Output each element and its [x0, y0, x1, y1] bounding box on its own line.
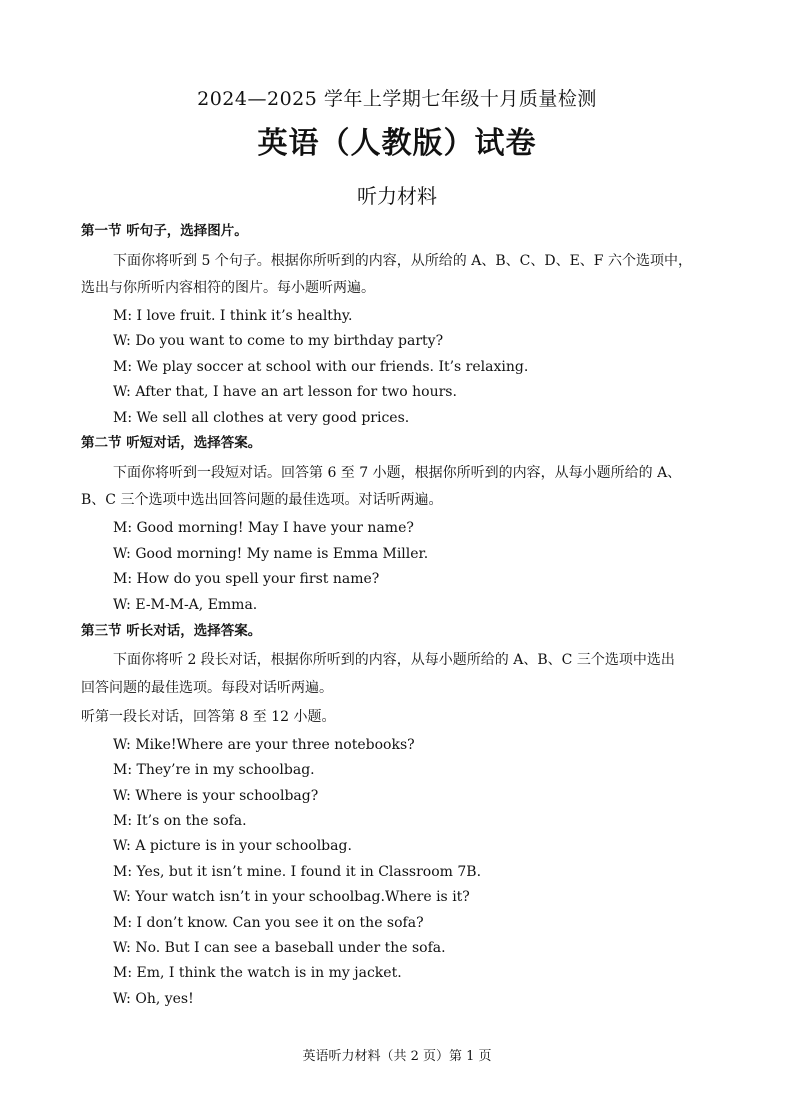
section3-heading: 第三节 听长对话，选择答案。: [81, 623, 262, 639]
dialog-line: M: They’re in my schoolbag.: [113, 762, 315, 778]
dialog-line: W: Do you want to come to my birthday party?: [113, 333, 444, 349]
section1-instruction-cont: 选出与你所听内容相符的图片。每小题听两遍。: [81, 280, 375, 296]
exam-title: 2024—2025 学年上学期七年级十月质量检测: [197, 88, 597, 110]
dialog-line: M: Yes, but it isn’t mine. I found it in Classroom 7B.: [113, 864, 482, 880]
dialog-line: W: Where is your schoolbag?: [113, 788, 319, 804]
dialog-line: W: Good morning! My name is Emma Miller.: [113, 546, 429, 562]
dialog-line: M: We play soccer at school with our friends. It’s relaxing.: [113, 359, 529, 375]
dialog-line: M: Em, I think the watch is in my jacket.: [113, 965, 402, 981]
section3-instruction-cont: 回答问题的最佳选项。每段对话听两遍。: [81, 680, 333, 696]
dialog-line: W: Mike!Where are your three notebooks?: [113, 737, 415, 753]
section3-instruction: 下面你将听 2 段长对话，根据你所听到的内容，从每小题所给的 A、B、C 三个选项中选出: [113, 652, 675, 668]
page-footer: 英语听力材料（共 2 页）第 1 页: [302, 1049, 492, 1064]
dialog-line: M: How do you spell your first name?: [113, 571, 380, 587]
dialog-line: M: We sell all clothes at very good prices.: [113, 410, 410, 426]
section2-instruction-cont: B、C 三个选项中选出回答问题的最佳选项。对话听两遍。: [81, 492, 443, 508]
dialog-line: W: Oh, yes!: [113, 991, 194, 1007]
dialog-line: M: I love fruit. I think it’s healthy.: [113, 308, 353, 324]
section3-sub-instruction: 听第一段长对话，回答第 8 至 12 小题。: [81, 709, 336, 725]
dialog-line: M: I don’t know. Can you see it on the sofa?: [113, 915, 424, 931]
section2-instruction: 下面你将听到一段短对话。回答第 6 至 7 小题，根据你所听到的内容，从每小题所给的 A、: [113, 465, 682, 481]
dialog-line: W: Your watch isn’t in your schoolbag.Where is it?: [113, 889, 470, 905]
listening-material-title: 听力材料: [357, 184, 437, 208]
dialog-line: M: It’s on the sofa.: [113, 813, 247, 829]
dialog-line: W: After that, I have an art lesson for two hours.: [113, 384, 457, 400]
dialog-line: W: E-M-M-A, Emma.: [113, 597, 258, 613]
dialog-line: M: Good morning! May I have your name?: [113, 520, 414, 536]
exam-subject-title: 英语（人教版）试卷: [257, 126, 537, 161]
dialog-line: W: A picture is in your schoolbag.: [113, 838, 352, 854]
dialog-line: W: No. But I can see a baseball under the sofa.: [113, 940, 446, 956]
section1-instruction: 下面你将听到 5 个句子。根据你所听到的内容，从所给的 A、B、C、D、E、F 六个选项中，: [113, 253, 692, 269]
section2-heading: 第二节 听短对话，选择答案。: [81, 435, 262, 451]
section1-heading: 第一节 听句子，选择图片。: [81, 223, 248, 239]
